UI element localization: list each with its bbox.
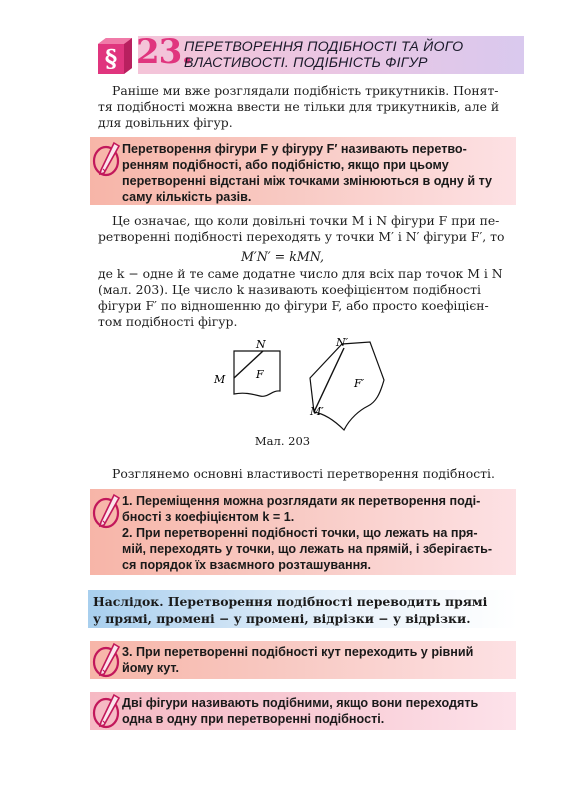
- label-N-prime: N′: [336, 336, 349, 349]
- text-line: одна в одну при перетворенні подібності.: [122, 712, 385, 726]
- text-line: ренням подібності, або подібністю, якщо при цьому: [122, 158, 449, 172]
- text-line: йому кут.: [122, 661, 179, 675]
- figure-203: [200, 334, 400, 434]
- text-line: де k − одне й те саме додатне число для всіх пар точок M і N: [98, 266, 503, 281]
- text-line: для довільних фігур.: [98, 115, 233, 130]
- text-line: мій, переходять у точки, що лежать на прямій, і зберігаєть-: [122, 542, 493, 556]
- text-line: 3. При перетворенні подібності кут переходить у рівний: [122, 645, 474, 659]
- text-line: Дві фігури називають подібними, якщо вони переходять: [122, 696, 479, 710]
- label-M-prime: M′: [310, 405, 324, 418]
- section-badge-icon: [98, 38, 132, 74]
- properties-box: [90, 489, 516, 575]
- section-header: [98, 32, 524, 74]
- section-number: 23.: [136, 32, 193, 72]
- properties-intro: [98, 466, 517, 482]
- intro-paragraph: [98, 83, 517, 131]
- text-line: фігури F′ по відношенню до фігури F, або просто коефіцієн-: [98, 298, 489, 313]
- title-line: ВЛАСТИВОСТІ. ПОДІБНІСТЬ ФІГУР: [184, 55, 428, 71]
- explanation-paragraph: [98, 213, 517, 245]
- text-line: Це означає, що коли довільні точки M і N фігури F при пе-: [112, 213, 500, 228]
- similar-figures-box: [90, 692, 516, 730]
- formula: M′N′ = kMN,: [241, 249, 324, 264]
- section-symbol: §: [104, 44, 118, 73]
- definition-box: [90, 137, 516, 205]
- text-line: Наслідок. Перетворення подібності переводить прямі: [93, 594, 488, 609]
- text-line: бності з коефіцієнтом k = 1.: [122, 510, 295, 524]
- text-line: 1. Переміщення можна розглядати як перетворення поді-: [122, 494, 481, 508]
- label-F-prime: F′: [354, 377, 365, 390]
- corollary-text: [93, 593, 518, 627]
- text-line: ся порядок їх взаємного розташування.: [122, 558, 372, 572]
- property3-box: [90, 641, 516, 679]
- label-F: F: [256, 368, 264, 381]
- similar-figures-text: [122, 695, 506, 727]
- text-line: Розглянемо основні властивості перетворення подібності.: [112, 466, 495, 481]
- properties-text: [122, 493, 506, 573]
- text-line: тя подібності можна ввести не тільки для трикутників, але й: [98, 99, 500, 114]
- text-line: том подібності фігур.: [98, 314, 238, 329]
- explanation-continuation: [98, 266, 517, 330]
- text-line: Перетворення фігури F у фігуру F′ називають перетво-: [122, 142, 467, 156]
- text-line: у прямі, промені − у промені, відрізки − у відрізки.: [93, 611, 471, 626]
- text-line: саму кількість разів.: [122, 190, 252, 204]
- text-line: (мал. 203). Це число k називають коефіцієнтом подібності: [98, 282, 481, 297]
- definition-text: [122, 141, 506, 205]
- text-line: Раніше ми вже розглядали подібність трикутників. Понят-: [112, 83, 499, 98]
- label-N: N: [256, 338, 266, 351]
- section-title: [184, 39, 524, 71]
- property3-text: [122, 644, 506, 676]
- figure-caption: Мал. 203: [254, 434, 311, 448]
- text-line: 2. При перетворенні подібності точки, що лежать на пря-: [122, 526, 478, 540]
- label-M: M: [214, 373, 226, 386]
- pen-icon: [92, 493, 122, 531]
- pen-icon: [92, 693, 122, 731]
- title-line: ПЕРЕТВОРЕННЯ ПОДІБНОСТІ ТА ЙОГО: [184, 39, 464, 55]
- pen-icon: [92, 141, 122, 179]
- pen-icon: [92, 642, 122, 680]
- text-line: перетворенні відстані між точками змінюються в одну й ту: [122, 174, 493, 188]
- text-line: ретворенні подібності переходять у точки M′ і N′ фігури F′, то: [98, 229, 505, 244]
